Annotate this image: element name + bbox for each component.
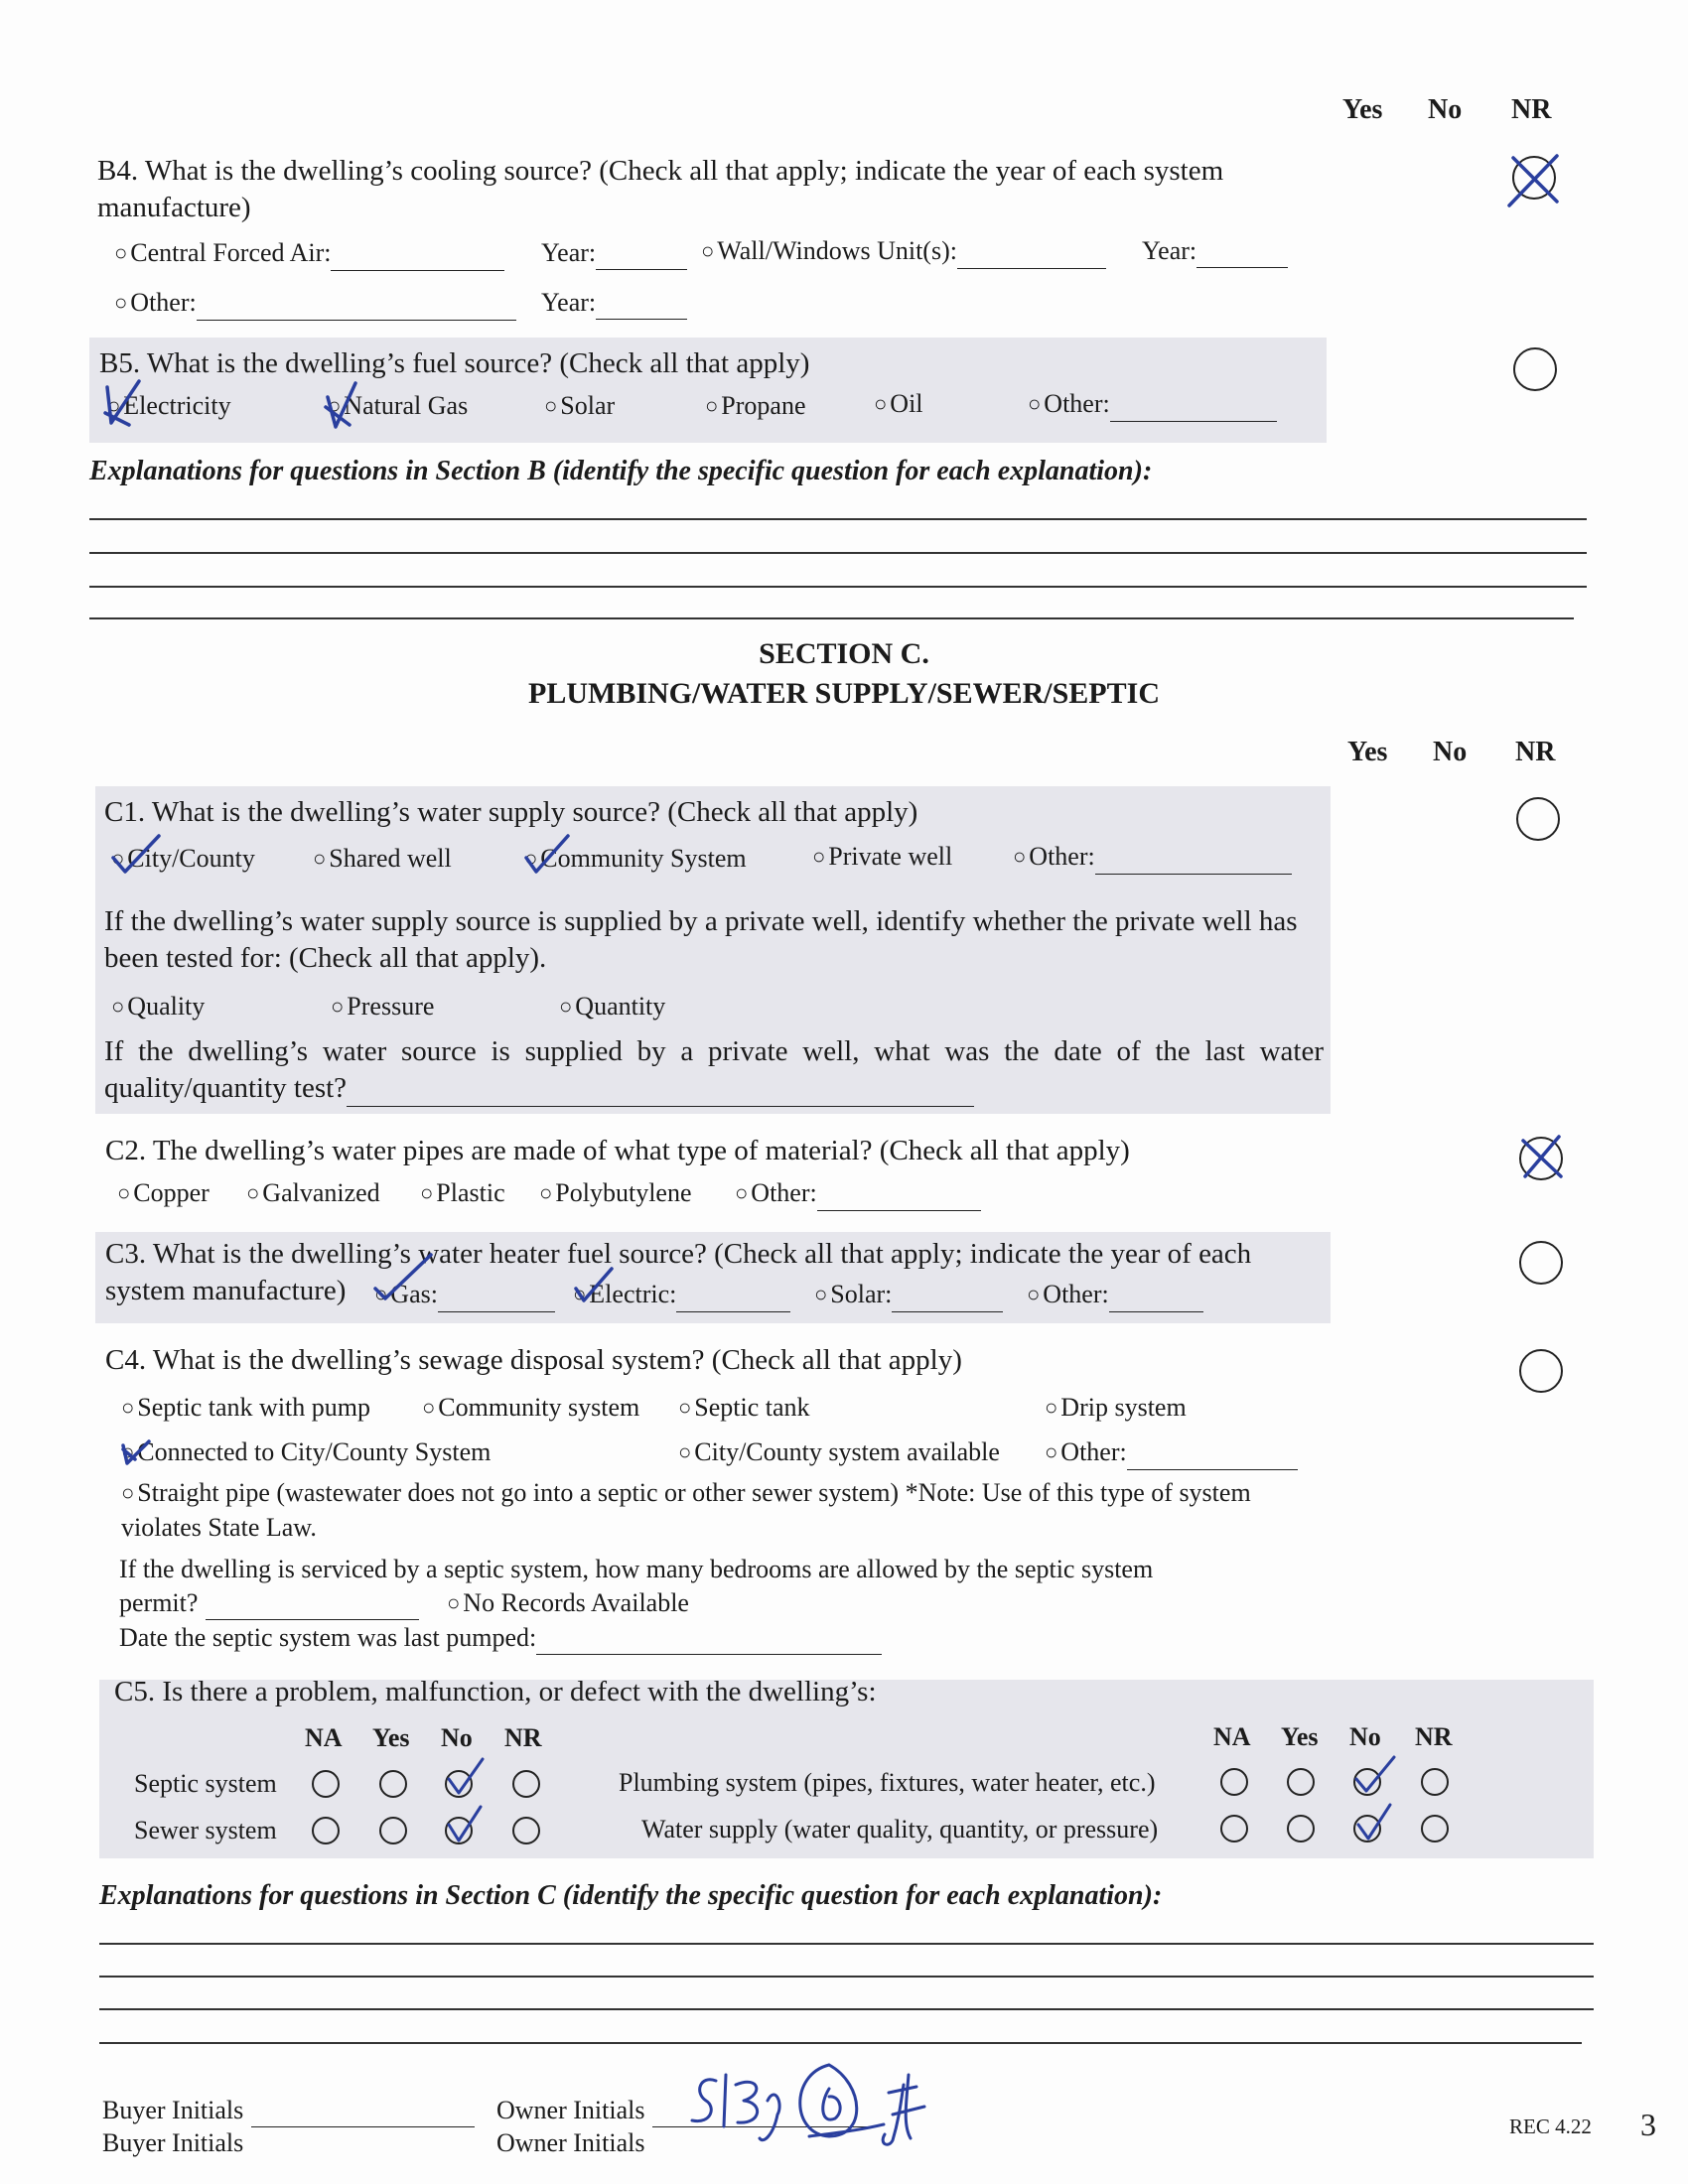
radio-icon: ○ <box>701 238 715 263</box>
section-c-subtitle: PLUMBING/WATER SUPPLY/SEWER/SEPTIC <box>528 677 1160 710</box>
c4-no-records[interactable]: ○ No Records Available <box>447 1588 689 1617</box>
radio-icon: ○ <box>447 1590 461 1615</box>
b5-electricity-check-mark <box>99 375 149 431</box>
c3-electric-check-mark <box>572 1263 628 1306</box>
radio-icon: ○ <box>524 846 538 871</box>
c4-drip-system[interactable]: ○ Drip system <box>1045 1393 1187 1422</box>
b5-solar[interactable]: ○ Solar <box>544 391 616 420</box>
radio-icon: ○ <box>114 290 128 315</box>
radio-icon: ○ <box>1045 1395 1058 1420</box>
c3-nr-answer[interactable] <box>1519 1241 1563 1285</box>
c5-plumbing-nr[interactable] <box>1421 1768 1449 1796</box>
b4-wall-option[interactable]: ○ Wall/Windows Unit(s): <box>701 234 1106 269</box>
c5-right-col-yes: Yes <box>1281 1722 1319 1751</box>
c1-test-pressure[interactable]: ○ Pressure <box>331 992 435 1021</box>
c4-other[interactable]: ○ Other: <box>1045 1435 1298 1470</box>
c5-left-col-no: No <box>441 1723 473 1752</box>
radio-icon: ○ <box>107 393 121 418</box>
section-b-explanation-line-2[interactable] <box>89 552 1587 554</box>
radio-icon: ○ <box>422 1395 436 1420</box>
b5-propane[interactable]: ○ Propane <box>705 391 806 420</box>
c2-copper[interactable]: ○ Copper <box>117 1178 210 1207</box>
b4-central-year[interactable]: Year: <box>541 236 687 270</box>
section-c-explanation-line-4[interactable] <box>99 2042 1582 2044</box>
radio-icon: ○ <box>114 240 128 265</box>
c4-connected-check-mark <box>117 1437 157 1471</box>
radio-icon: ○ <box>1028 391 1042 416</box>
col-yes-c: Yes <box>1347 737 1388 767</box>
c1-date-blank[interactable] <box>347 1082 974 1107</box>
owner-initials-signature <box>680 2045 968 2154</box>
c4-question: C4. What is the dwelling’s sewage disposal system? (Check all that apply) <box>105 1344 962 1376</box>
b5-question: B5. What is the dwelling’s fuel source? (Check all that apply) <box>99 347 810 379</box>
c4-city-available[interactable]: ○ City/County system available <box>678 1437 1000 1466</box>
section-c-title: SECTION C. <box>759 637 929 670</box>
page-number: 3 <box>1640 2107 1656 2142</box>
b5-nr-answer[interactable] <box>1513 347 1557 391</box>
c2-plastic[interactable]: ○ Plastic <box>420 1178 505 1207</box>
c1-private-well[interactable]: ○ Private well <box>812 842 953 871</box>
c1-city-check-mark <box>107 828 187 878</box>
c5-plumbing-no-check-mark <box>1350 1751 1400 1801</box>
c3-gas-check-mark <box>371 1247 451 1302</box>
c1-nr-answer[interactable] <box>1516 797 1560 841</box>
c5-left-col-yes: Yes <box>372 1723 410 1752</box>
radio-icon: ○ <box>1045 1439 1058 1464</box>
c4-connected-city[interactable]: ○ Connected to City/County System <box>121 1437 492 1466</box>
c5-water-label: Water supply (water quality, quantity, or pressure) <box>641 1815 1159 1843</box>
radio-icon: ○ <box>331 994 345 1019</box>
c1-private-well-question: If the dwelling’s water supply source is supplied by a private well, identify whether the private well has been tested for: (Check all that apply). <box>104 905 1298 974</box>
radio-icon: ○ <box>121 1395 135 1420</box>
section-c-explanation-line-3[interactable] <box>99 2008 1594 2010</box>
c1-date-question: If the dwelling’s water source is supplied by a private well, what was the date of the last water quality/quantity test? <box>104 1033 1324 1107</box>
c5-septic-yes[interactable] <box>379 1770 407 1798</box>
c1-city-county[interactable]: ○ City/County <box>111 844 255 873</box>
radio-icon: ○ <box>539 1180 553 1205</box>
c4-straight-pipe[interactable]: ○ Straight pipe (wastewater does not go into a septic or other sewer system) *Note: Use of this type of system violates State Law. <box>121 1478 1251 1542</box>
section-b-explanation-line-3[interactable] <box>89 586 1587 588</box>
radio-icon: ○ <box>573 1282 587 1306</box>
buyer-initials-2: Buyer Initials <box>102 2128 244 2157</box>
radio-icon: ○ <box>735 1180 749 1205</box>
c5-left-col-na: NA <box>305 1723 343 1752</box>
c5-water-no-check-mark <box>1350 1799 1400 1848</box>
form-code: REC 4.22 <box>1509 2115 1592 2138</box>
c2-other[interactable]: ○ Other: <box>735 1176 981 1211</box>
c5-sewer-label: Sewer system <box>134 1816 277 1844</box>
radio-icon: ○ <box>121 1439 135 1464</box>
c4-nr-answer[interactable] <box>1519 1349 1563 1393</box>
c5-septic-label: Septic system <box>134 1769 277 1798</box>
section-c-explanation-line-2[interactable] <box>99 1976 1594 1978</box>
col-yes: Yes <box>1342 94 1383 125</box>
c1-community-check-mark <box>520 828 596 878</box>
radio-icon: ○ <box>812 844 826 869</box>
c2-polybutylene[interactable]: ○ Polybutylene <box>539 1178 692 1207</box>
c5-water-yes[interactable] <box>1287 1815 1315 1843</box>
b5-other[interactable]: ○ Other: <box>1028 387 1277 422</box>
c3-gas[interactable]: ○ Gas: <box>374 1278 555 1312</box>
c5-right-col-no: No <box>1349 1722 1381 1751</box>
radio-icon: ○ <box>814 1282 828 1306</box>
c5-plumbing-yes[interactable] <box>1287 1768 1315 1796</box>
section-b-explanation-label: Explanations for questions in Section B (identify the specific question for each explanation): <box>89 456 1153 486</box>
radio-icon: ○ <box>678 1439 692 1464</box>
c5-right-col-nr: NR <box>1415 1722 1453 1751</box>
b5-natural-gas[interactable]: ○ Natural Gas <box>328 391 469 420</box>
radio-icon: ○ <box>544 393 558 418</box>
c4-last-pumped[interactable]: Date the septic system was last pumped: <box>119 1621 882 1655</box>
b4-other-year[interactable]: Year: <box>541 286 687 320</box>
buyer-initials[interactable]: Buyer Initials <box>102 2094 475 2127</box>
c5-question: C5. Is there a problem, malfunction, or defect with the dwelling’s: <box>114 1676 877 1707</box>
section-c-explanation-label: Explanations for questions in Section C (identify the specific question for each explanation): <box>99 1880 1163 1911</box>
c2-galvanized[interactable]: ○ Galvanized <box>246 1178 380 1207</box>
c5-water-na[interactable] <box>1220 1815 1248 1843</box>
b4-question: B4. What is the dwelling’s cooling source? (Check all that apply; indicate the year of each system manufacture) <box>97 155 1224 223</box>
c5-septic-no-check-mark <box>441 1753 491 1803</box>
c3-other[interactable]: ○ Other: <box>1027 1278 1203 1312</box>
c4-bedrooms-question: If the dwelling is serviced by a septic system, how many bedrooms are allowed by the septic system <box>119 1555 1154 1583</box>
c5-sewer-na[interactable] <box>312 1817 340 1844</box>
c4-permit[interactable]: permit? <box>119 1586 419 1620</box>
radio-icon: ○ <box>111 846 125 871</box>
b4-wall-year[interactable]: Year: <box>1142 234 1288 268</box>
c1-test-quantity[interactable]: ○ Quantity <box>559 992 666 1021</box>
col-no-c: No <box>1433 737 1468 767</box>
radio-icon: ○ <box>705 393 719 418</box>
c4-septic-tank[interactable]: ○ Septic tank <box>678 1393 810 1422</box>
c2-nr-x-mark <box>1511 1127 1575 1190</box>
c5-sewer-yes[interactable] <box>379 1817 407 1844</box>
c3-solar[interactable]: ○ Solar: <box>814 1278 1003 1312</box>
radio-icon: ○ <box>420 1180 434 1205</box>
section-c-explanation-line-1[interactable] <box>99 1943 1594 1945</box>
c4-community-system[interactable]: ○ Community system <box>422 1393 640 1422</box>
c5-septic-nr[interactable] <box>512 1770 540 1798</box>
c5-septic-na[interactable] <box>312 1770 340 1798</box>
c3-question-cont: system manufacture) <box>105 1275 347 1306</box>
section-b-explanation-line-1[interactable] <box>89 518 1587 520</box>
col-nr-c: NR <box>1515 737 1556 767</box>
radio-icon: ○ <box>111 994 125 1019</box>
b5-gas-check-mark <box>320 377 365 431</box>
c5-left-col-nr: NR <box>504 1723 542 1752</box>
section-b-explanation-line-4[interactable] <box>89 617 1574 619</box>
radio-icon: ○ <box>246 1180 260 1205</box>
radio-icon: ○ <box>1027 1282 1041 1306</box>
c5-plumbing-na[interactable] <box>1220 1768 1248 1796</box>
owner-initials-2: Owner Initials <box>496 2128 645 2157</box>
radio-icon: ○ <box>678 1395 692 1420</box>
c3-electric[interactable]: ○ Electric: <box>573 1278 790 1312</box>
c5-water-nr[interactable] <box>1421 1815 1449 1843</box>
radio-icon: ○ <box>117 1180 131 1205</box>
c1-question: C1. What is the dwelling’s water supply source? (Check all that apply) <box>104 796 918 828</box>
c3-question: C3. What is the dwelling’s water heater fuel source? (Check all that apply; indicate the year of each <box>105 1238 1252 1270</box>
b4-nr-x-mark <box>1499 144 1571 215</box>
col-no: No <box>1428 94 1463 125</box>
c1-shared-well[interactable]: ○ Shared well <box>313 844 452 873</box>
radio-icon: ○ <box>374 1282 388 1306</box>
b5-oil[interactable]: ○ Oil <box>874 389 923 418</box>
c5-sewer-no-check-mark <box>441 1801 491 1848</box>
owner-initials[interactable]: Owner Initials <box>496 2094 876 2127</box>
c5-right-col-na: NA <box>1213 1722 1251 1751</box>
radio-icon: ○ <box>121 1480 135 1505</box>
b5-electricity[interactable]: ○ Electricity <box>107 391 231 420</box>
radio-icon: ○ <box>328 393 342 418</box>
radio-icon: ○ <box>874 391 888 416</box>
col-nr: NR <box>1511 94 1552 125</box>
c1-community-system[interactable]: ○ Community System <box>524 844 747 873</box>
radio-icon: ○ <box>313 846 327 871</box>
c5-sewer-nr[interactable] <box>512 1817 540 1844</box>
b4-other-option[interactable]: ○ Other: <box>114 286 516 321</box>
radio-icon: ○ <box>1013 844 1027 869</box>
c5-plumbing-label: Plumbing system (pipes, fixtures, water heater, etc.) <box>619 1768 1156 1797</box>
radio-icon: ○ <box>559 994 573 1019</box>
c1-other[interactable]: ○ Other: <box>1013 840 1292 875</box>
c4-septic-with-pump[interactable]: ○ Septic tank with pump <box>121 1393 370 1422</box>
c1-test-quality[interactable]: ○ Quality <box>111 992 206 1021</box>
c2-question: C2. The dwelling’s water pipes are made of what type of material? (Check all that apply) <box>105 1135 1130 1166</box>
b4-central-option[interactable]: ○ Central Forced Air: <box>114 236 504 271</box>
